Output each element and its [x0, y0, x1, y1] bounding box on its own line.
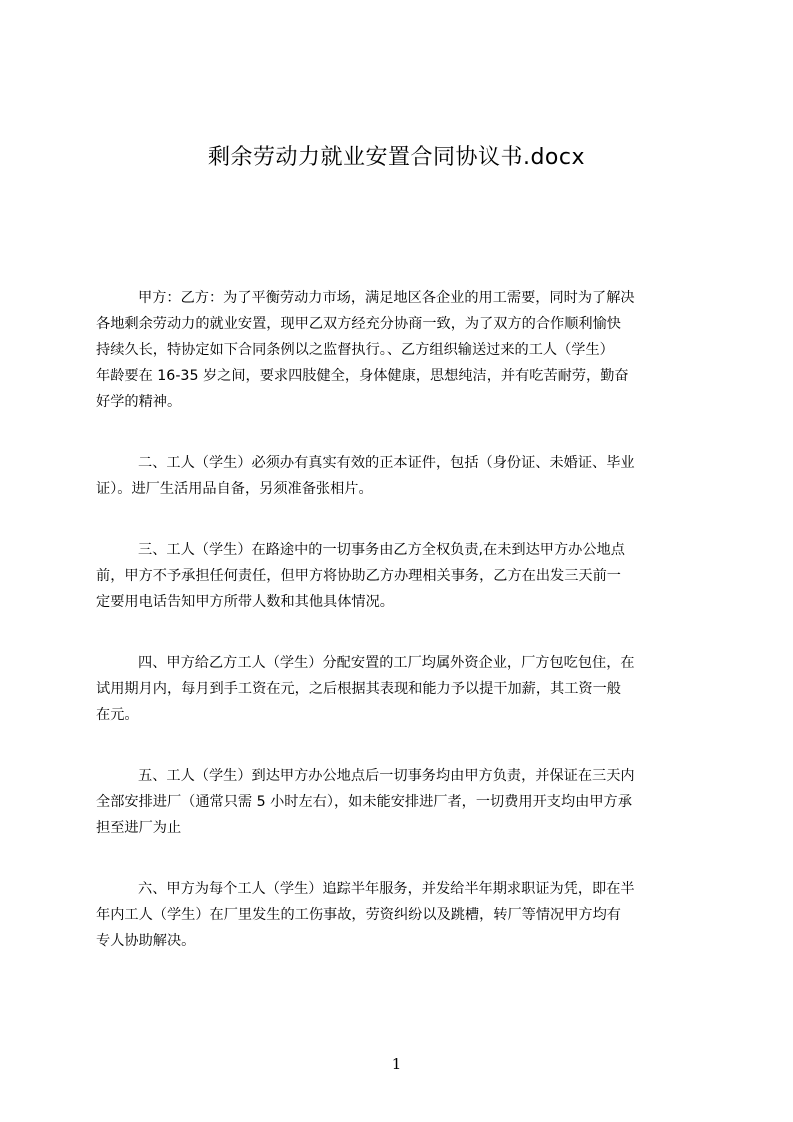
document-body	[96, 285, 702, 989]
paragraph-line: 四、甲方给乙方工人（学生）分配安置的工厂均属外资企业，厂方包吃包住，在	[138, 655, 635, 671]
paragraph-line: 六、甲方为每个工人（学生）追踪半年服务，并发给半年期求职证为凭，即在半	[138, 881, 635, 897]
paragraph-line: 五、工人（学生）到达甲方办公地点后一切事务均由甲方负责，并保证在三天内	[138, 768, 635, 784]
page-number: 1	[391, 1055, 402, 1073]
paragraph-line: 定要用电话告知甲方所带人数和其他具体情况。	[96, 594, 394, 610]
paragraph-1	[96, 285, 702, 415]
paragraph-line: 持续久长，特协定如下合同条例以之监督执行。、乙方组织输送过来的工人（学生）	[96, 342, 614, 358]
paragraph-line: 在元。	[96, 707, 139, 723]
paragraph-line: 好学的精神。	[96, 394, 182, 410]
paragraph-line: 试用期月内，每月到手工资在元，之后根据其表现和能力予以提干加薪，其工资一般	[96, 681, 621, 697]
paragraph-line: 年龄要在 16-35 岁之间，要求四肢健全，身体健康，思想纯洁，并有吃苦耐劳，勤奋	[96, 368, 629, 384]
paragraph-line: 年内工人（学生）在厂里发生的工伤事故，劳资纠纷以及跳槽，转厂等情况甲方均有	[96, 907, 621, 923]
paragraph-line: 证）。进厂生活用品自备，另须准备张相片。	[96, 481, 373, 497]
paragraph-5	[96, 763, 702, 841]
paragraph-line: 各地剩余劳动力的就业安置，现甲乙双方经充分协商一致，为了双方的合作顺利愉快	[96, 316, 621, 332]
paragraph-4	[96, 650, 702, 728]
paragraph-line: 甲方：乙方：为了平衡劳动力市场，满足地区各企业的用工需要，同时为了解决	[138, 290, 635, 306]
paragraph-line: 前，甲方不予承担任何责任，但甲方将协助乙方办理相关事务，乙方在出发三天前一	[96, 568, 621, 584]
paragraph-line: 担至进厂为止	[96, 820, 182, 836]
paragraph-line: 二、工人（学生）必须办有真实有效的正本证件，包括（身份证、未婚证、毕业	[138, 455, 635, 471]
paragraph-3	[96, 537, 702, 615]
document-title: 剩余劳动力就业安置合同协议书.docx	[207, 145, 586, 170]
paragraph-6	[96, 876, 702, 954]
paragraph-line: 全部安排进厂（通常只需 5 小时左右），如未能安排进厂者，一切费用开支均由甲方承	[96, 794, 632, 810]
paragraph-line: 专人协助解决。	[96, 933, 196, 949]
paragraph-2	[96, 450, 702, 502]
paragraph-line: 三、工人（学生）在路途中的一切事务由乙方全权负责,在未到达甲方办公地点	[138, 542, 625, 558]
